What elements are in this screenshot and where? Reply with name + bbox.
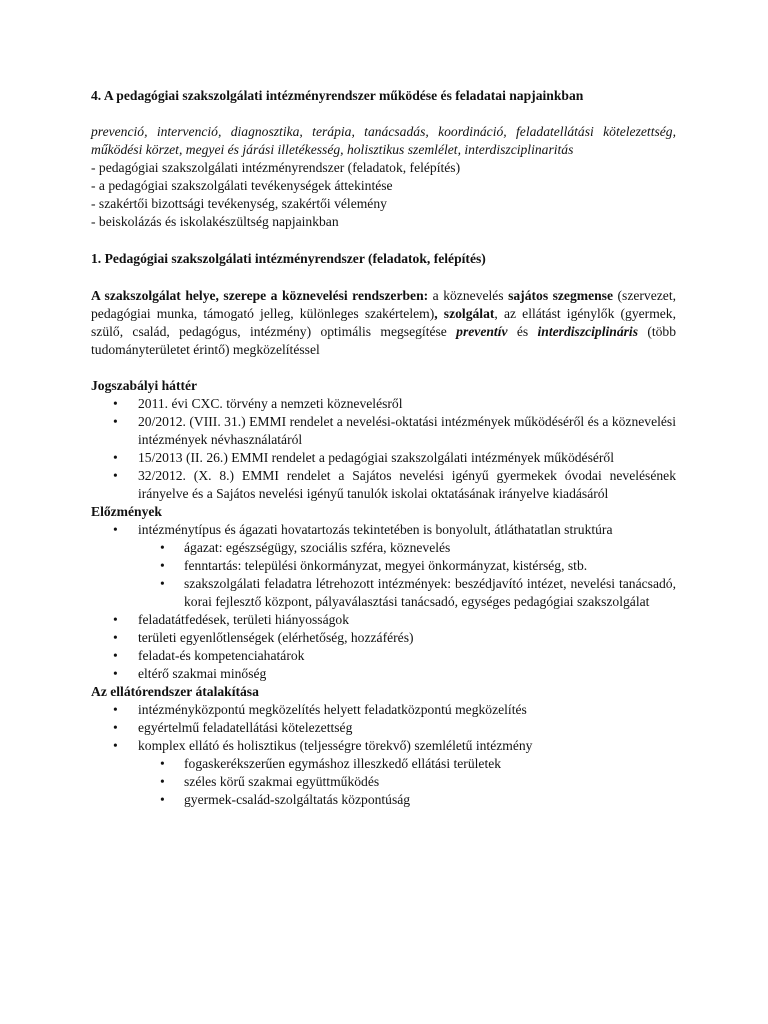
intro-bold: sajátos szegmense	[508, 288, 614, 303]
list-item: • 15/2013 (II. 26.) EMMI rendelet a pedagógiai szakszolgálati intézmények működéséről	[91, 449, 676, 467]
intro-bold-italic: interdiszciplináris	[537, 324, 638, 339]
sublist-item: • fenntartás: települési önkormányzat, megyei önkormányzat, kistérség, stb.	[138, 557, 676, 575]
list-item: • egyértelmű feladatellátási kötelezettség	[91, 719, 676, 737]
list-item	[91, 521, 676, 611]
intro-bold: , szolgálat	[434, 306, 495, 321]
topic-item: - pedagógiai szakszolgálati intézményrendszer (feladatok, felépítés)	[91, 160, 461, 175]
intro-bold-italic: preventív	[456, 324, 508, 339]
antecedents-sublist	[138, 539, 676, 611]
document-title: 4. A pedagógiai szakszolgálati intézményrendszer működése és feladatai napjainkban	[91, 88, 584, 103]
intro-text: és	[507, 324, 538, 339]
sublist-item: • széles körű szakmai együttműködés	[138, 773, 676, 791]
document-page	[91, 82, 676, 809]
section-heading: 1. Pedagógiai szakszolgálati intézményrendszer (feladatok, felépítés)	[91, 251, 486, 266]
list-item: • eltérő szakmai minőség	[91, 665, 676, 683]
sublist-item: • gyermek-család-szolgáltatás központúság	[138, 791, 676, 809]
intro-text: (szervezet, pedagógiai munka, támogató jelleg, különleges szakértelem)	[91, 288, 676, 321]
transformation-heading: Az ellátórendszer átalakítása	[91, 684, 259, 699]
intro-text: (több tudományterületet érintő) megközelítéssel	[91, 324, 677, 357]
list-item: • feladat-és kompetenciahatárok	[91, 647, 676, 665]
intro-paragraph	[91, 287, 676, 359]
intro-text: , az ellátást igénylők (gyermek, szülő, család, pedagógus, intézmény) optimális megsegítése	[91, 306, 676, 339]
transformation-list	[91, 701, 676, 809]
list-item: • 32/2012. (X. 8.) EMMI rendelet a Sajátos nevelési igényű gyermekek óvodai nevelésének irányelve és a Sajátos nevelési igényű tanulók iskolai oktatásának irányelve kiadásáról	[91, 467, 676, 503]
transformation-sublist	[138, 755, 676, 809]
intro-lead: A szakszolgálat helye, szerepe a köznevelési rendszerben:	[91, 288, 429, 303]
list-item: • intézményközpontú megközelítés helyett feladatközpontú megközelítés	[91, 701, 676, 719]
topic-item: - a pedagógiai szakszolgálati tevékenységek áttekintése	[91, 178, 393, 193]
list-item-text: komplex ellátó és holisztikus (teljességre törekvő) szemléletű intézmény	[138, 738, 533, 753]
list-item: • 20/2012. (VIII. 31.) EMMI rendelet a nevelési-oktatási intézmények működéséről és a köznevelési intézmények névhasználatáról	[91, 413, 676, 449]
list-item: • feladatátfedések, területi hiányosságok	[91, 611, 676, 629]
list-item-text: intézménytípus és ágazati hovatartozás tekintetében is bonyolult, átláthatatlan struktúra	[138, 522, 613, 537]
antecedents-heading: Előzmények	[91, 504, 162, 519]
topic-item: - szakértői bizottsági tevékenység, szakértői vélemény	[91, 196, 387, 211]
list-item: • 2011. évi CXC. törvény a nemzeti köznevelésről	[91, 395, 676, 413]
list-item: • területi egyenlőtlenségek (elérhetőség, hozzáférés)	[91, 629, 676, 647]
topic-item: - beiskolázás és iskolakészültség napjainkban	[91, 214, 339, 229]
intro-text: a köznevelés	[428, 288, 509, 303]
sublist-item: • ágazat: egészségügy, szociális szféra, köznevelés	[138, 539, 676, 557]
sublist-item: • szakszolgálati feladatra létrehozott intézmények: beszédjavító intézet, nevelési tanácsadó, korai fejlesztő központ, pályaválasztási tanácsadó, egységes pedagógiai szakszolgálat	[138, 575, 676, 611]
keywords: prevenció, intervenció, diagnosztika, terápia, tanácsadás, koordináció, feladatellátási kötelezettség, működési körzet, megyei és járási illetékesség, holisztikus szemlélet, interdiszciplinaritás	[91, 124, 676, 157]
list-item	[91, 737, 676, 809]
antecedents-list	[91, 521, 676, 683]
legal-heading: Jogszabályi háttér	[91, 378, 198, 393]
legal-list	[91, 395, 676, 503]
sublist-item: • fogaskerékszerűen egymáshoz illeszkedő ellátási területek	[138, 755, 676, 773]
